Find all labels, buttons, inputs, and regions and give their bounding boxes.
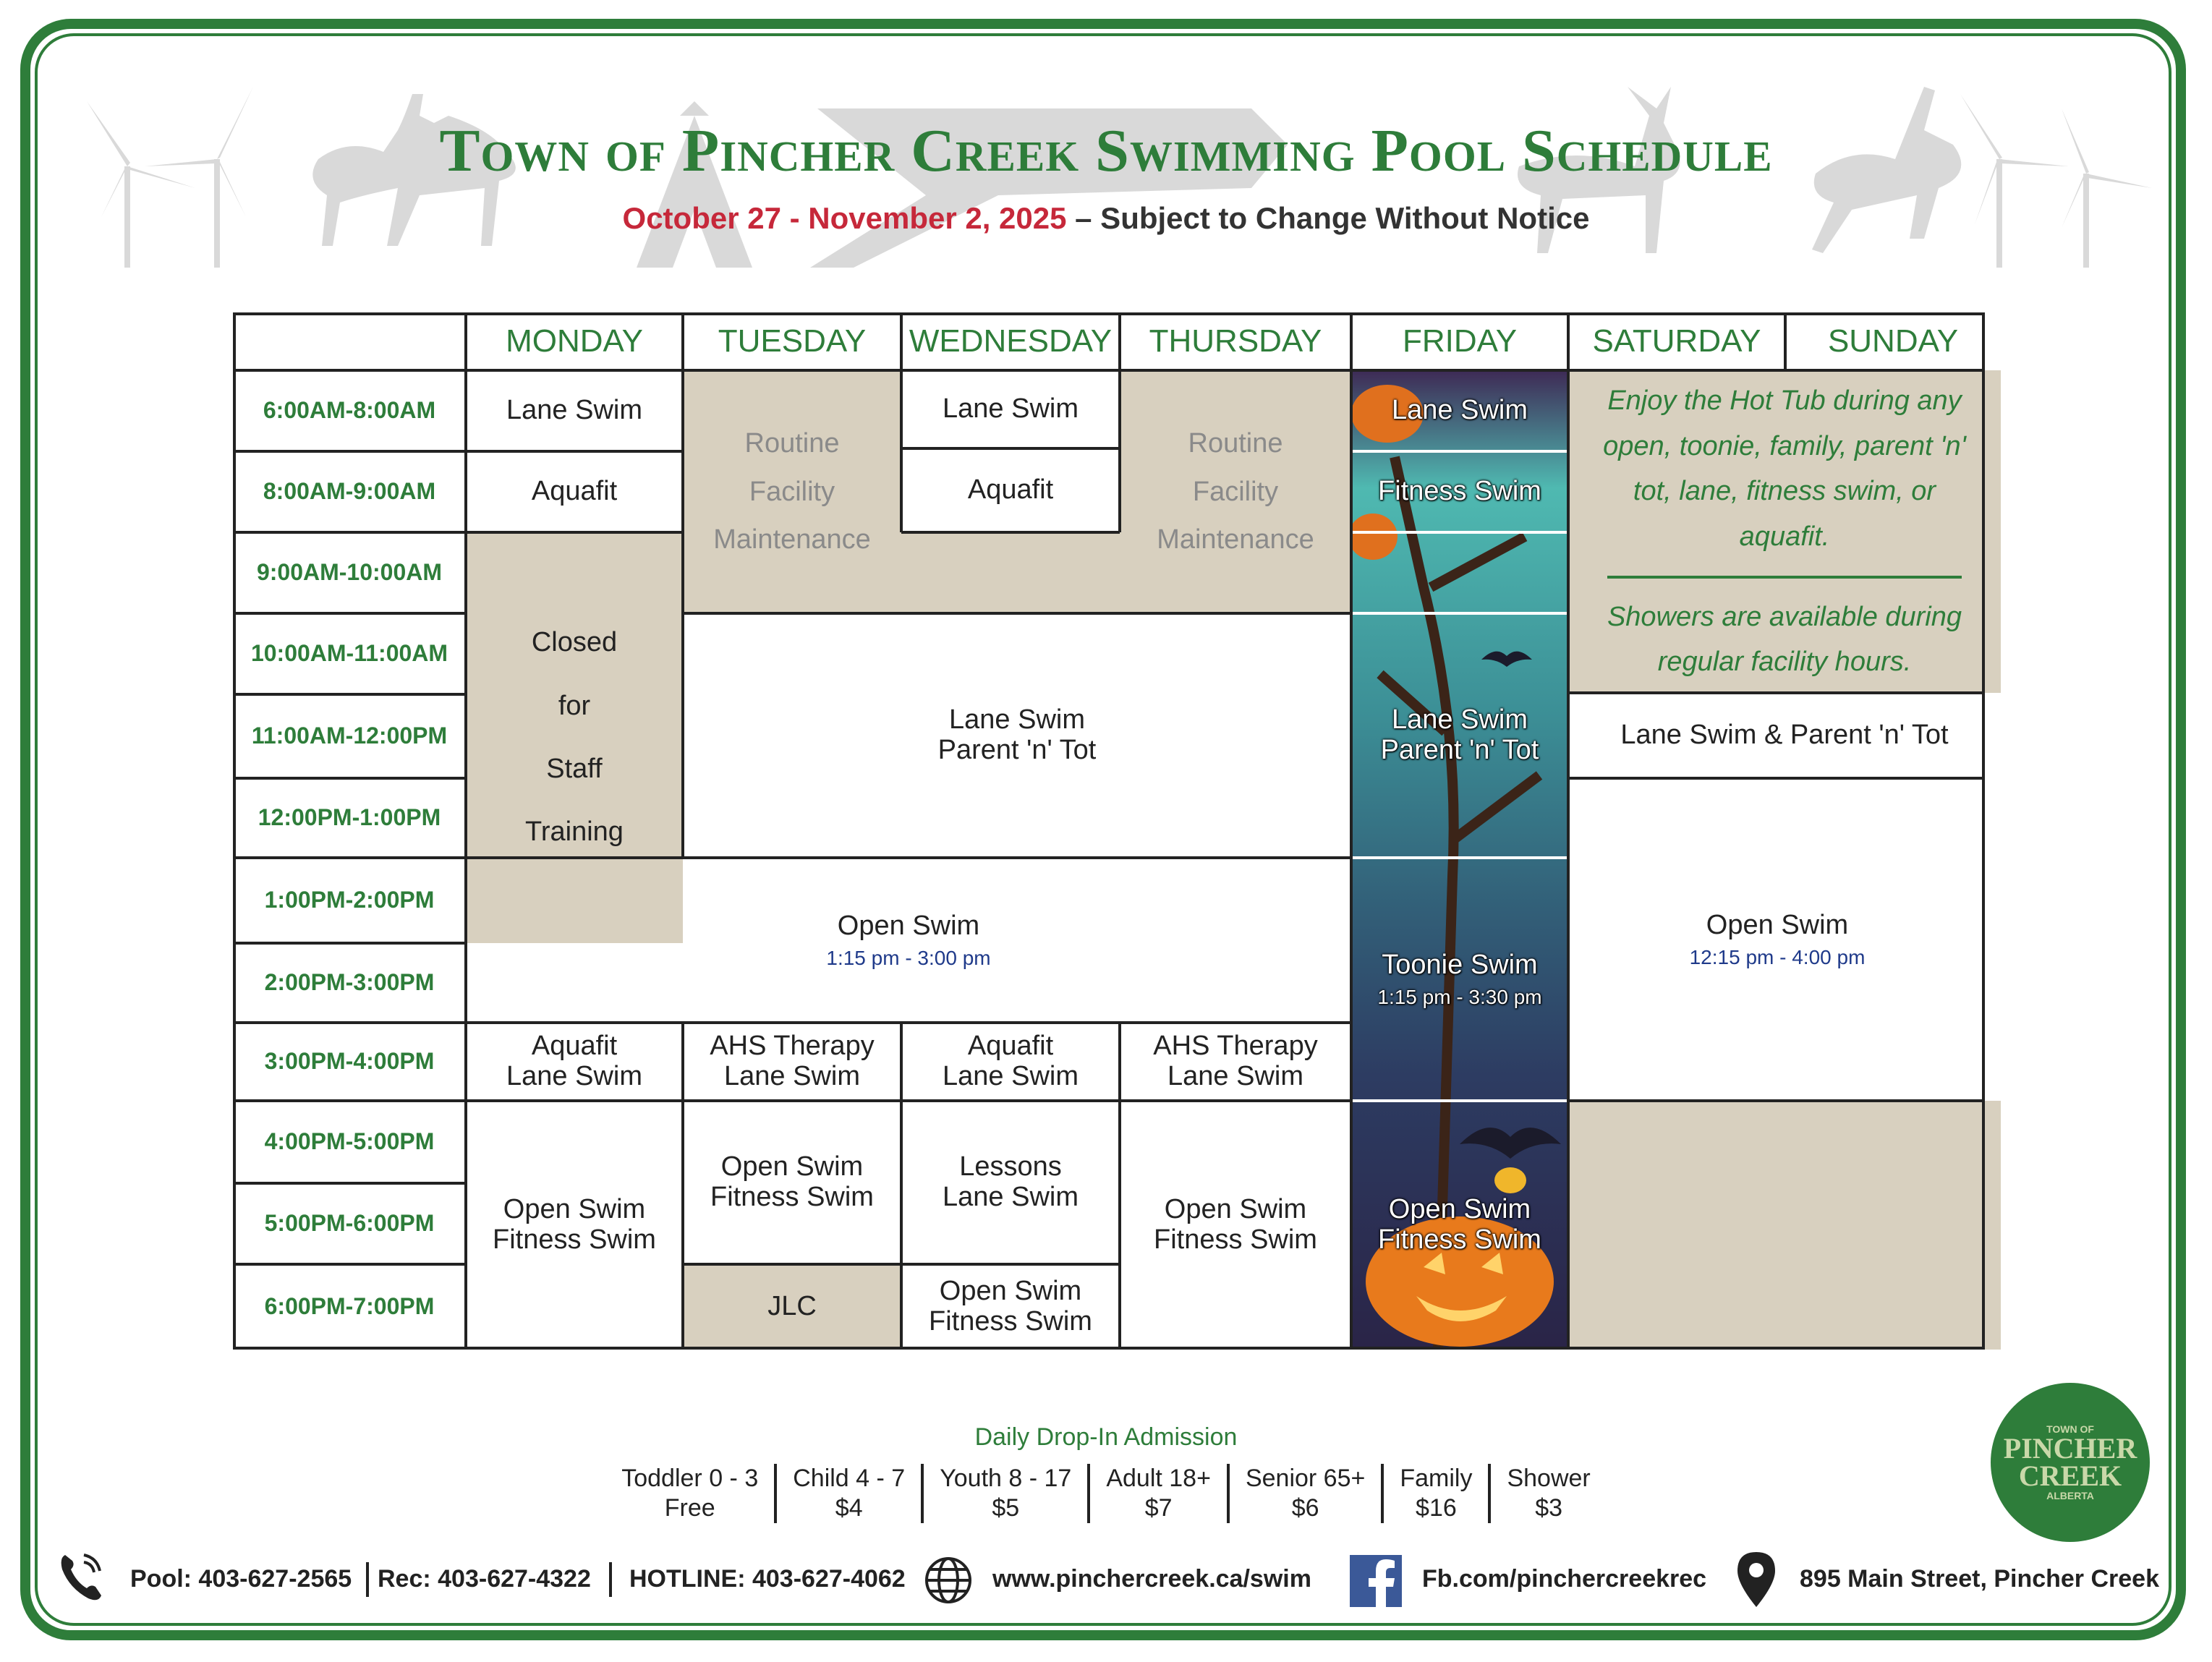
activity-line: Lane Swim [949, 704, 1085, 736]
wednesday-lessons [901, 1101, 1120, 1264]
time-label: 9:00AM-10:00AM [256, 559, 443, 586]
fee-price: $4 [835, 1493, 863, 1522]
hot-tub-note: Enjoy the Hot Tub during any open, toonie, family, parent 'n' tot, lane, fitness swim, or aquafit. [1603, 385, 1966, 552]
tuesday-3pm [683, 1023, 901, 1101]
logo-text: CREEK [2018, 1459, 2122, 1492]
logo-text: PINCHER [2003, 1432, 2137, 1465]
weekend-open-swim [1568, 778, 1986, 1101]
time-label: 3:00PM-4:00PM [264, 1048, 435, 1075]
maintenance-line: Routine [744, 428, 840, 459]
fee-item [1381, 1464, 1488, 1523]
shower-note: Showers are available during regular facility hours. [1607, 601, 1962, 678]
maintenance-line: Facility [1192, 476, 1279, 507]
fee-label: Family [1400, 1465, 1473, 1492]
location-pin-icon [1736, 1551, 1777, 1608]
weekday-open-swim [466, 858, 1351, 1023]
schedule-table [233, 312, 1985, 1350]
activity-line: Parent 'n' Tot [1380, 735, 1539, 765]
rec-phone[interactable]: Rec: 403-627-4322 [378, 1565, 591, 1593]
friday-lane-swim: Lane Swim [1392, 395, 1528, 426]
tuesday-evening [683, 1101, 901, 1264]
day-header-saturday: SATURDAY [1592, 323, 1761, 359]
activity-line: Aquafit [967, 1031, 1054, 1062]
wednesday-evening [901, 1264, 1120, 1350]
thursday-evening [1120, 1101, 1351, 1350]
logo-top-text: TOWN OF [2046, 1423, 2094, 1435]
logo-bottom-text: ALBERTA [2046, 1490, 2094, 1501]
fee-price: $3 [1535, 1493, 1563, 1522]
admission-title: Daily Drop-In Admission [974, 1423, 1238, 1451]
fee-label: Adult 18+ [1106, 1465, 1211, 1492]
website-link[interactable]: www.pinchercreek.ca/swim [992, 1565, 1311, 1593]
fee-label: Senior 65+ [1245, 1465, 1366, 1492]
fee-label: Toddler 0 - 3 [621, 1465, 759, 1492]
pool-phone[interactable]: Pool: 403-627-2565 [130, 1565, 352, 1593]
training-line: Staff [546, 754, 603, 784]
schedule-dates: October 27 - November 2, 2025 [622, 201, 1067, 235]
hotline-phone[interactable]: HOTLINE: 403-627-4062 [629, 1565, 906, 1593]
activity-line: Fitness Swim [710, 1182, 874, 1212]
activity-time: 1:15 pm - 3:00 pm [826, 946, 991, 969]
wednesday-aquafit: Aquafit [901, 448, 1120, 532]
globe-icon [924, 1556, 972, 1604]
admission-fees [0, 1459, 2212, 1523]
friday-lane-parent-tot [1351, 613, 1568, 858]
activity-line: Open Swim [837, 910, 980, 941]
fee-label: Shower [1507, 1465, 1591, 1492]
contact-footer [51, 1540, 2163, 1627]
footer-divider [609, 1562, 612, 1597]
fee-price: $6 [1291, 1493, 1319, 1522]
fee-item [921, 1464, 1087, 1523]
activity-line: Lane Swim [506, 1061, 642, 1091]
activity-line: Open Swim [1164, 1194, 1307, 1225]
maintenance-line: Routine [1188, 428, 1283, 459]
time-label: 10:00AM-11:00AM [250, 640, 448, 667]
note-divider [1607, 576, 1962, 579]
day-header-thursday: THURSDAY [1149, 323, 1322, 359]
activity-line: Lane Swim [724, 1061, 860, 1091]
training-line: for [558, 690, 591, 721]
fee-price: $16 [1416, 1493, 1457, 1522]
wednesday-3pm [901, 1023, 1120, 1101]
time-label: 5:00PM-6:00PM [264, 1210, 435, 1237]
activity-line: Aquafit [531, 1031, 618, 1062]
activity-line: Parent 'n' Tot [937, 735, 1097, 765]
time-label: 11:00AM-12:00PM [251, 723, 448, 749]
activity-line: Lessons [959, 1151, 1062, 1182]
schedule-notice: – Subject to Change Without Notice [1075, 201, 1590, 235]
address: 895 Main Street, Pincher Creek [1800, 1565, 2160, 1593]
activity-line: Open Swim [1388, 1194, 1531, 1225]
tuesday-maintenance [683, 370, 901, 613]
footer-divider [366, 1562, 369, 1597]
fee-item [1488, 1464, 1606, 1523]
day-header-tuesday: TUESDAY [718, 323, 867, 359]
activity-line: AHS Therapy [1153, 1031, 1318, 1062]
time-label: 8:00AM-9:00AM [263, 478, 436, 505]
activity-line: Fitness Swim [1378, 1224, 1541, 1255]
facebook-icon [1350, 1555, 1402, 1607]
activity-line: AHS Therapy [710, 1031, 875, 1062]
activity-line: Lane Swim [943, 1061, 1079, 1091]
activity-time: 12:15 pm - 4:00 pm [1689, 945, 1866, 968]
activity-line: Fitness Swim [929, 1306, 1092, 1337]
activity-line: Fitness Swim [493, 1224, 656, 1255]
day-header-monday: MONDAY [506, 323, 643, 359]
monday-evening [466, 1101, 683, 1350]
activity-line: Open Swim [503, 1194, 646, 1225]
training-line: Training [525, 817, 624, 848]
activity-line: Open Swim [720, 1151, 864, 1182]
tuesday-jlc: JLC [767, 1291, 817, 1322]
day-header-wednesday: WEDNESDAY [909, 323, 1113, 359]
town-logo [1991, 1383, 2150, 1542]
day-header-friday: FRIDAY [1402, 323, 1518, 359]
monday-3pm [466, 1023, 683, 1101]
thursday-maintenance [1120, 370, 1351, 613]
monday-aquafit: Aquafit [531, 476, 618, 507]
weekend-closed-block [1568, 1101, 2001, 1350]
fee-item [1087, 1464, 1227, 1523]
fee-price: $7 [1144, 1493, 1173, 1522]
facebook-link[interactable]: Fb.com/pinchercreekrec [1422, 1565, 1707, 1593]
maintenance-line: Maintenance [1157, 524, 1314, 555]
activity-line: Open Swim [939, 1276, 1082, 1307]
wednesday-lane-swim: Lane Swim [901, 370, 1120, 448]
fee-label: Child 4 - 7 [793, 1465, 906, 1492]
activity-line: Lane Swim [943, 1182, 1079, 1212]
activity-time: 1:15 pm - 3:30 pm [1377, 985, 1542, 1008]
weekend-lane-parent-tot: Lane Swim & Parent 'n' Tot [1620, 720, 1949, 751]
fee-label: Youth 8 - 17 [940, 1465, 1072, 1492]
maintenance-line: Facility [749, 476, 835, 507]
activity-line: Fitness Swim [1154, 1224, 1317, 1255]
time-label: 12:00PM-1:00PM [258, 804, 441, 831]
activity-line: Toonie Swim [1382, 949, 1538, 980]
time-label: 1:00PM-2:00PM [264, 887, 435, 913]
page-title: Town of Pincher Creek Swimming Pool Schedule [439, 117, 1773, 184]
monday-lane-swim: Lane Swim [506, 395, 642, 426]
weekend-notes [1568, 370, 2001, 693]
time-label: 2:00PM-3:00PM [264, 969, 435, 996]
phone-icon [56, 1548, 107, 1606]
fee-price: $5 [992, 1493, 1020, 1522]
midday-lane-parent-tot [683, 613, 1351, 858]
activity-line: Lane Swim [1392, 704, 1528, 736]
page-subtitle [0, 201, 2212, 236]
time-label: 6:00AM-8:00AM [263, 397, 436, 424]
fee-item [605, 1464, 774, 1523]
maintenance-line: Maintenance [713, 524, 871, 555]
friday-evening [1351, 1101, 1568, 1350]
training-line: Closed [531, 627, 618, 658]
fee-price: Free [664, 1493, 715, 1522]
activity-line: Open Swim [1706, 909, 1849, 940]
time-label: 4:00PM-5:00PM [264, 1128, 435, 1155]
day-header-sunday: SUNDAY [1827, 323, 1959, 359]
friday-fitness-swim: Fitness Swim [1378, 476, 1541, 507]
friday-toonie-swim [1351, 858, 1568, 1101]
fee-item [774, 1464, 921, 1523]
time-label: 6:00PM-7:00PM [264, 1293, 435, 1320]
activity-line: Lane Swim [1167, 1061, 1303, 1091]
fee-item [1227, 1464, 1381, 1523]
thursday-3pm [1120, 1023, 1351, 1101]
